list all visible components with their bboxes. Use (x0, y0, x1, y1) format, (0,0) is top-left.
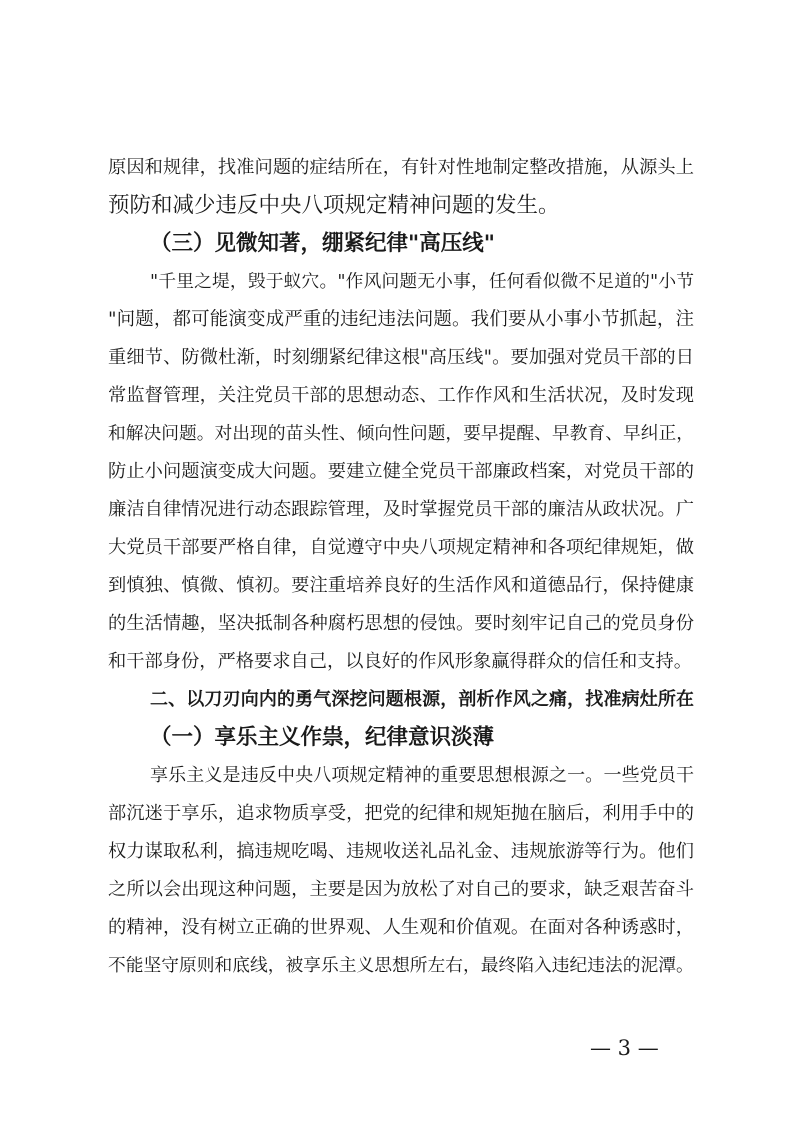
section-heading: （一）享乐主义作祟，纪律意识淡薄 (150, 725, 495, 750)
paragraph-line: "问题，都可能演变成严重的违纪违法问题。我们要从小事小节抓起，注 (108, 309, 694, 330)
paragraph-line: 和解决问题。对出现的苗头性、倾向性问题，要早提醒、早教育、早纠正， (108, 424, 694, 444)
paragraph-line: 重细节、防微杜渐，时刻绷紧纪律这根"高压线"。要加强对党员干部的日 (108, 347, 694, 368)
paragraph-line: 不能坚守原则和底线，被享乐主义思想所左右，最终陷入违纪违法的泥潭。 (108, 956, 694, 976)
paragraph-line: 原因和规律，找准问题的症结所在，有针对性地制定整改措施，从源头上 (108, 157, 694, 178)
paragraph-line: 防止小问题演变成大问题。要建立健全党员干部廉政档案，对党员干部的 (108, 461, 694, 482)
paragraph-line: 的生活情趣，坚决抵制各种腐朽思想的侵蚀。要时刻牢记自己的党员身份 (108, 613, 694, 634)
paragraph-line: 大党员干部要严格自律，自觉遵守中央八项规定精神和各项纪律规矩，做 (108, 537, 694, 558)
paragraph-line: 预防和减少违反中央八项规定精神问题的发生。 (108, 193, 560, 218)
paragraph-line: 常监督管理，关注党员干部的思想动态、工作作风和生活状况，及时发现 (108, 385, 694, 406)
paragraph-line: 廉洁自律情况进行动态跟踪管理，及时掌握党员干部的廉洁从政状况。广 (108, 499, 694, 520)
paragraph-line: 部沉迷于享乐，追求物质享受，把党的纪律和规矩抛在脑后，利用手中的 (108, 803, 694, 824)
paragraph-line: 的精神，没有树立正确的世界观、人生观和价值观。在面对各种诱惑时， (108, 917, 694, 938)
part-heading: 二、以刀刃向内的勇气深挖问题根源，剖析作风之痛，找准病灶所在 (150, 689, 694, 710)
section-heading: （三）见微知著，绷紧纪律"高压线" (150, 231, 495, 256)
page-number: — 3 — (590, 1036, 659, 1060)
paragraph-line: 享乐主义是违反中央八项规定精神的重要思想根源之一。一些党员干 (150, 765, 694, 786)
paragraph-line: 权力谋取私利，搞违规吃喝、违规收送礼品礼金、违规旅游等行为。他们 (108, 841, 694, 862)
paragraph-line: 之所以会出现这种问题，主要是因为放松了对自己的要求，缺乏艰苦奋斗 (108, 879, 694, 900)
paragraph-line: 到慎独、慎微、慎初。要注重培养良好的生活作风和道德品行，保持健康 (108, 575, 694, 596)
paragraph-line: "千里之堤，毁于蚁穴。"作风问题无小事，任何看似微不足道的"小节 (150, 272, 694, 292)
paragraph-line: 和干部身份，严格要求自己，以良好的作风形象赢得群众的信任和支持。 (108, 651, 692, 672)
